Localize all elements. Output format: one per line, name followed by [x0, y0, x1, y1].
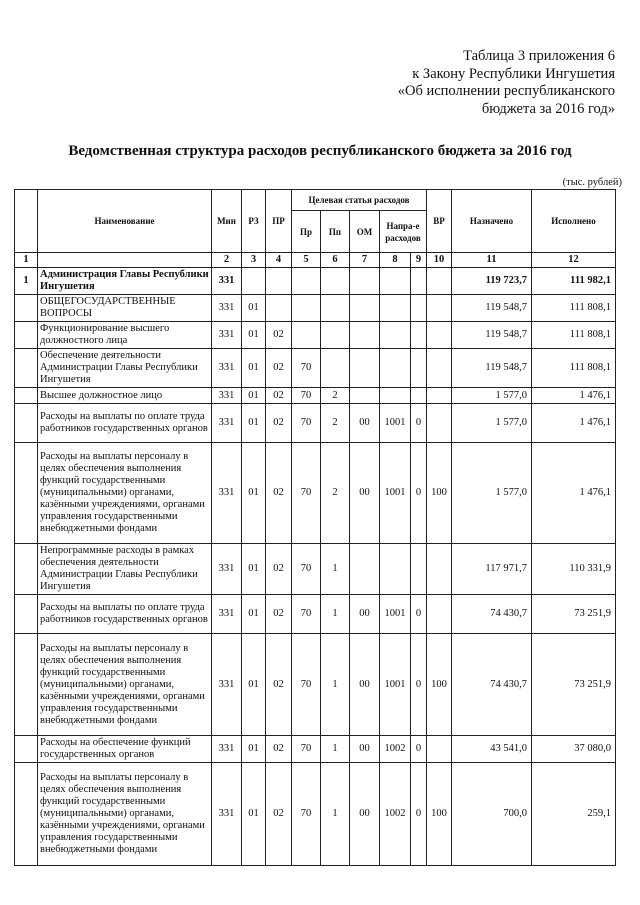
row-min: 331 [212, 443, 242, 544]
row-pr2: 70 [292, 595, 321, 634]
row-rz: 01 [242, 322, 266, 349]
row-pr [266, 295, 292, 322]
header-line-3: «Об исполнении республиканского [397, 83, 615, 99]
row-direction-code: 1001 [380, 404, 411, 443]
colnum-2: 2 [212, 253, 242, 268]
row-num [15, 443, 38, 544]
row-executed: 111 808,1 [532, 349, 616, 388]
row-direction-sub [411, 295, 427, 322]
header-line-1: Таблица 3 приложения 6 [463, 48, 615, 64]
row-pp: 1 [321, 634, 350, 736]
row-om: 00 [350, 634, 380, 736]
row-direction-code: 1001 [380, 443, 411, 544]
row-assigned: 119 548,7 [452, 349, 532, 388]
row-min: 331 [212, 295, 242, 322]
row-pr2: 70 [292, 349, 321, 388]
row-pr2: 70 [292, 544, 321, 595]
row-assigned: 1 577,0 [452, 388, 532, 404]
row-pp: 2 [321, 443, 350, 544]
row-rz: 01 [242, 595, 266, 634]
row-executed: 111 982,1 [532, 268, 616, 295]
row-pr2: 70 [292, 443, 321, 544]
row-pp: 1 [321, 595, 350, 634]
row-min: 331 [212, 595, 242, 634]
row-pp [321, 268, 350, 295]
row-rz: 01 [242, 736, 266, 763]
row-direction-sub: 0 [411, 763, 427, 866]
row-pr2 [292, 295, 321, 322]
row-pp [321, 295, 350, 322]
row-assigned: 74 430,7 [452, 634, 532, 736]
row-rz: 01 [242, 349, 266, 388]
row-vr: 100 [427, 443, 452, 544]
row-direction-sub [411, 322, 427, 349]
row-num [15, 404, 38, 443]
row-direction-sub [411, 349, 427, 388]
row-rz: 01 [242, 295, 266, 322]
row-pr: 02 [266, 763, 292, 866]
row-name: Расходы на выплаты персоналу в целях обеспечения выполнения функций государственными (муниципальными) органами, казёнными учреждениями, органами управления государственными внебюджетными фондами [38, 443, 212, 544]
header-num-cell [15, 190, 38, 253]
row-vr [427, 322, 452, 349]
row-min: 331 [212, 322, 242, 349]
row-num [15, 763, 38, 866]
table-row [15, 268, 616, 295]
header-line-4: бюджета за 2016 год» [481, 100, 615, 117]
header-rz: РЗ [242, 190, 266, 253]
row-executed: 1 476,1 [532, 443, 616, 544]
table-row [15, 736, 616, 763]
row-direction-code: 1001 [380, 634, 411, 736]
table-row [15, 544, 616, 595]
row-name: Расходы на выплаты по оплате труда работников государственных органов [38, 404, 212, 443]
row-name: Непрограммные расходы в рамках обеспечения деятельности Администрации Главы Республики Ингушетия [38, 544, 212, 595]
row-direction-sub [411, 268, 427, 295]
row-num [15, 544, 38, 595]
row-rz: 01 [242, 634, 266, 736]
table-row [15, 388, 616, 404]
row-min: 331 [212, 404, 242, 443]
row-assigned: 1 577,0 [452, 404, 532, 443]
header-assigned: Назначено [452, 190, 532, 253]
header-target-article: Целевая статья расходов [292, 190, 427, 211]
page-title: Ведомственная структура расходов республиканского бюджета за 2016 год [68, 143, 572, 159]
colnum-1b [38, 253, 212, 268]
row-vr [427, 595, 452, 634]
row-name: ОБЩЕГОСУДАРСТВЕННЫЕ ВОПРОСЫ [38, 295, 212, 322]
expenditure-table [14, 189, 616, 866]
header-pr: ПР [266, 190, 292, 253]
row-executed: 111 808,1 [532, 295, 616, 322]
row-direction-code [380, 544, 411, 595]
row-om [350, 388, 380, 404]
row-min: 331 [212, 388, 242, 404]
row-assigned: 1 577,0 [452, 443, 532, 544]
row-rz: 01 [242, 443, 266, 544]
row-om [350, 295, 380, 322]
colnum-11: 11 [452, 253, 532, 268]
row-om [350, 322, 380, 349]
colnum-9: 9 [411, 253, 427, 268]
row-pr: 02 [266, 443, 292, 544]
row-pp: 1 [321, 763, 350, 866]
header-min: Мин [212, 190, 242, 253]
row-min: 331 [212, 736, 242, 763]
colnum-4: 4 [266, 253, 292, 268]
row-executed: 1 476,1 [532, 388, 616, 404]
row-num [15, 349, 38, 388]
table-row [15, 322, 616, 349]
row-pp: 1 [321, 736, 350, 763]
row-pr: 02 [266, 544, 292, 595]
row-vr [427, 295, 452, 322]
row-assigned: 43 541,0 [452, 736, 532, 763]
header-om: ОМ [350, 211, 380, 253]
colnum-12: 12 [532, 253, 616, 268]
row-pr: 02 [266, 388, 292, 404]
row-pp [321, 322, 350, 349]
row-executed: 111 808,1 [532, 322, 616, 349]
row-min: 331 [212, 634, 242, 736]
row-vr [427, 349, 452, 388]
row-pp: 1 [321, 544, 350, 595]
table-row [15, 295, 616, 322]
colnum-3: 3 [242, 253, 266, 268]
header-vr: ВР [427, 190, 452, 253]
table-row [15, 404, 616, 443]
row-om [350, 544, 380, 595]
row-pr2: 70 [292, 404, 321, 443]
row-num [15, 736, 38, 763]
row-assigned: 117 971,7 [452, 544, 532, 595]
row-executed: 110 331,9 [532, 544, 616, 595]
row-om: 00 [350, 736, 380, 763]
table-row [15, 634, 616, 736]
row-executed: 259,1 [532, 763, 616, 866]
header-direction: Напра-е расходов [380, 211, 427, 253]
row-assigned: 119 548,7 [452, 322, 532, 349]
row-pr2 [292, 268, 321, 295]
row-pr2: 70 [292, 634, 321, 736]
row-vr [427, 404, 452, 443]
header-line-2: к Закону Республики Ингушетия [412, 65, 615, 82]
row-name: Расходы на выплаты персоналу в целях обеспечения выполнения функций государственными (муниципальными) органами, казёнными учреждениями, органами управления государственными внебюджетными фондами [38, 763, 212, 866]
row-name: Расходы на обеспечение функций государственных органов [38, 736, 212, 763]
row-direction-code: 1002 [380, 763, 411, 866]
column-number-row [15, 253, 616, 268]
row-assigned: 700,0 [452, 763, 532, 866]
row-direction-sub: 0 [411, 443, 427, 544]
row-name: Администрация Главы Республики Ингушетия [38, 268, 212, 295]
row-pr [266, 268, 292, 295]
header-pr2: Пр [292, 211, 321, 253]
row-pr: 02 [266, 349, 292, 388]
row-pr: 02 [266, 634, 292, 736]
colnum-8: 8 [380, 253, 411, 268]
row-direction-sub: 0 [411, 736, 427, 763]
table-row [15, 349, 616, 388]
row-direction-code: 1002 [380, 736, 411, 763]
row-om: 00 [350, 404, 380, 443]
row-om: 00 [350, 763, 380, 866]
row-name: Функционирование высшего должностного лица [38, 322, 212, 349]
row-pp: 2 [321, 388, 350, 404]
row-name: Расходы на выплаты по оплате труда работников государственных органов [38, 595, 212, 634]
row-vr [427, 388, 452, 404]
row-om [350, 349, 380, 388]
colnum-10: 10 [427, 253, 452, 268]
row-pr2 [292, 322, 321, 349]
row-pp: 2 [321, 404, 350, 443]
row-num [15, 322, 38, 349]
row-vr [427, 544, 452, 595]
row-min: 331 [212, 349, 242, 388]
row-num: 1 [15, 268, 38, 295]
row-num [15, 634, 38, 736]
row-rz [242, 268, 266, 295]
row-rz: 01 [242, 544, 266, 595]
row-vr: 100 [427, 634, 452, 736]
table-row [15, 443, 616, 544]
row-executed: 73 251,9 [532, 595, 616, 634]
row-pr: 02 [266, 736, 292, 763]
row-pr2: 70 [292, 388, 321, 404]
header-name: Наименование [38, 190, 212, 253]
row-vr [427, 736, 452, 763]
header-executed: Исполнено [532, 190, 616, 253]
row-direction-code [380, 388, 411, 404]
row-assigned: 74 430,7 [452, 595, 532, 634]
row-direction-sub: 0 [411, 404, 427, 443]
row-rz: 01 [242, 388, 266, 404]
row-direction-sub [411, 388, 427, 404]
row-direction-sub: 0 [411, 634, 427, 736]
row-pr: 02 [266, 322, 292, 349]
row-num [15, 388, 38, 404]
colnum-7: 7 [350, 253, 380, 268]
row-executed: 37 080,0 [532, 736, 616, 763]
row-executed: 73 251,9 [532, 634, 616, 736]
row-rz: 01 [242, 763, 266, 866]
colnum-1: 1 [15, 253, 38, 268]
row-pr2: 70 [292, 763, 321, 866]
row-vr: 100 [427, 763, 452, 866]
row-assigned: 119 723,7 [452, 268, 532, 295]
row-pr: 02 [266, 595, 292, 634]
row-direction-code [380, 322, 411, 349]
row-vr [427, 268, 452, 295]
units-label: (тыс. рублей) [562, 177, 622, 188]
row-pr: 02 [266, 404, 292, 443]
row-name: Высшее должностное лицо [38, 388, 212, 404]
row-min: 331 [212, 544, 242, 595]
row-direction-sub: 0 [411, 595, 427, 634]
table-row [15, 595, 616, 634]
table-row [15, 763, 616, 866]
colnum-5: 5 [292, 253, 321, 268]
row-rz: 01 [242, 404, 266, 443]
row-direction-code [380, 295, 411, 322]
row-min: 331 [212, 763, 242, 866]
row-om [350, 268, 380, 295]
row-name: Расходы на выплаты персоналу в целях обеспечения выполнения функций государственными (муниципальными) органами, казёнными учреждениями, органами управления государственными внебюджетными фондами [38, 634, 212, 736]
row-direction-code [380, 349, 411, 388]
row-om: 00 [350, 595, 380, 634]
row-num [15, 595, 38, 634]
row-name: Обеспечение деятельности Администрации Главы Республики Ингушетия [38, 349, 212, 388]
row-assigned: 119 548,7 [452, 295, 532, 322]
row-om: 00 [350, 443, 380, 544]
row-direction-code [380, 268, 411, 295]
row-direction-sub [411, 544, 427, 595]
row-pp [321, 349, 350, 388]
row-pr2: 70 [292, 736, 321, 763]
row-min: 331 [212, 268, 242, 295]
row-executed: 1 476,1 [532, 404, 616, 443]
document-header [300, 48, 615, 118]
colnum-6: 6 [321, 253, 350, 268]
header-pp: Пп [321, 211, 350, 253]
row-num [15, 295, 38, 322]
row-direction-code: 1001 [380, 595, 411, 634]
